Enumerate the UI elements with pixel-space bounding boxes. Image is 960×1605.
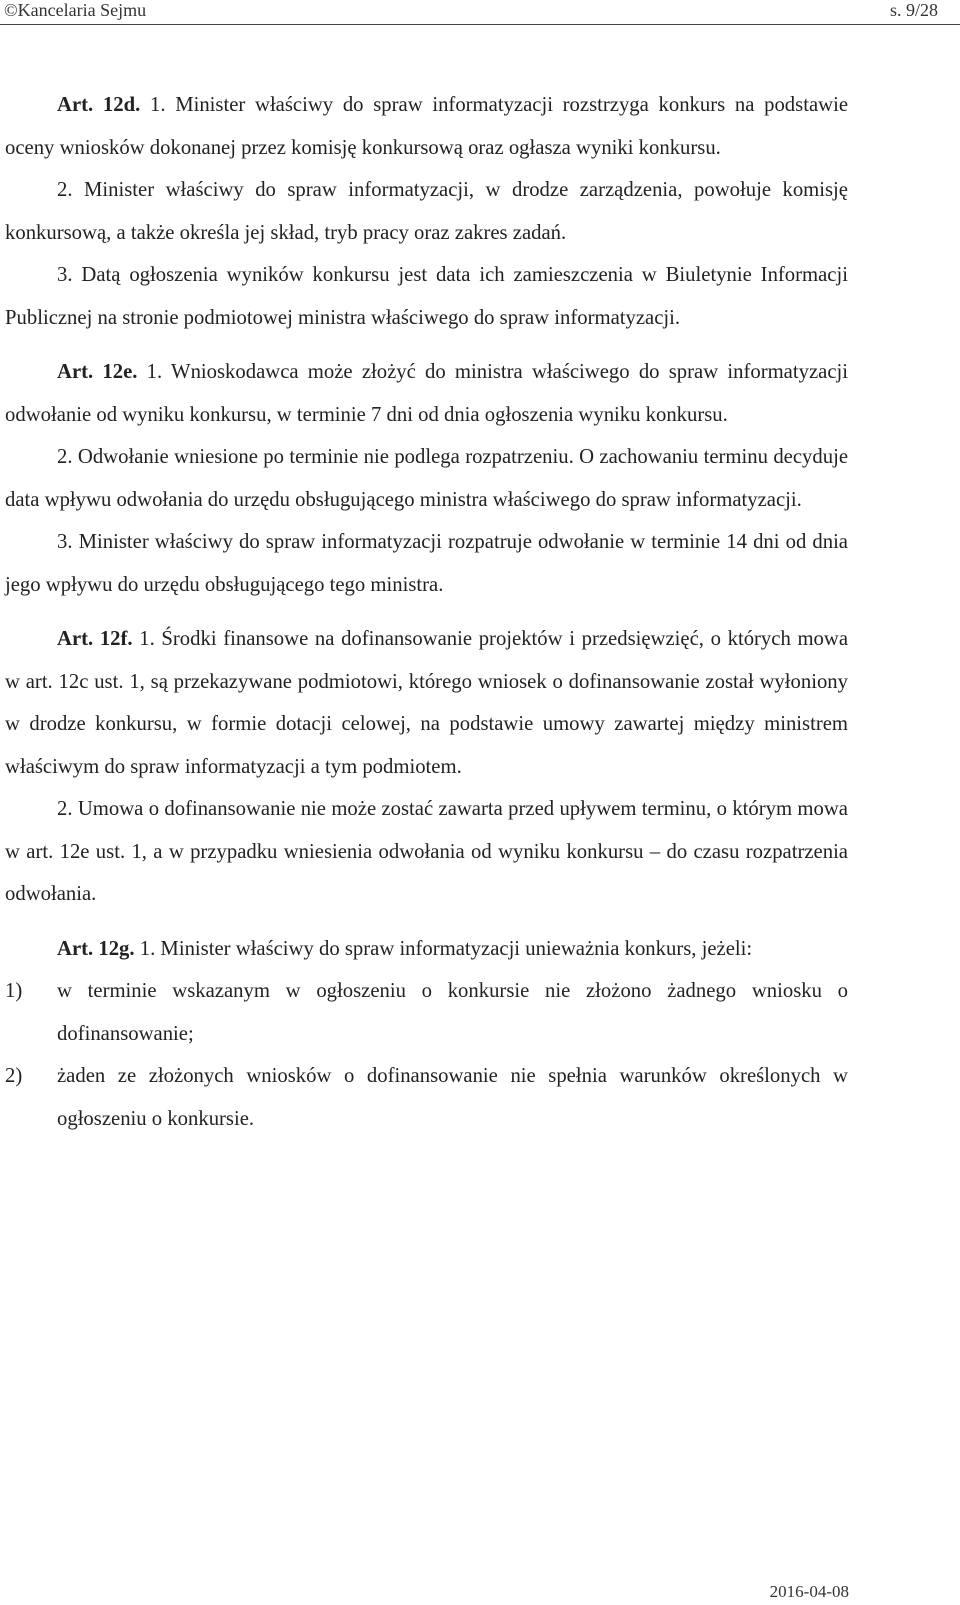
- paragraph-text: 1. Środki finansowe na dofinansowanie projektów i przedsięwzięć, o których mowa w art. 12c ust. 1, są przekazywane podmiotowi, którego wniosek o dofinansowanie został wyłoniony w drodze konkursu, w formie dotacji celowej, na podstawie umowy zawartej między ministrem właściwym do spraw informatyzacji a tym podmiotem.: [5, 628, 848, 778]
- list-item: [5, 970, 848, 1055]
- art-12f-par-2: 2. Umowa o dofinansowanie nie może zostać zawarta przed upływem terminu, o którym mowa w art. 12e ust. 1, a w przypadku wniesienia odwołania od wyniku konkursu – do czasu rozpatrzenia odwołania.: [5, 798, 848, 905]
- article-heading: Art. 12g.: [57, 937, 135, 960]
- art-12d-par-3: 3. Datą ogłoszenia wyników konkursu jest data ich zamieszczenia w Biuletynie Informacji Publicznej na stronie podmiotowej ministra właściwego do spraw informatyzacji.: [5, 264, 848, 329]
- art-12e-par-1: [5, 351, 848, 436]
- list-item-text: w terminie wskazanym w ogłoszeniu o konkursie nie złożono żadnego wniosku o dofinansowanie;: [57, 980, 848, 1045]
- page-header: [0, 0, 960, 25]
- art-12f-par-1: [5, 618, 848, 788]
- art-12e-par-3: 3. Minister właściwy do spraw informatyzacji rozpatruje odwołanie w terminie 14 dni od dnia jego wpływu do urzędu obsługującego tego ministra.: [5, 531, 848, 596]
- header-page-number: s. 9/28: [889, 0, 938, 20]
- document-body: [5, 84, 848, 1140]
- paragraph-text: 1. Minister właściwy do spraw informatyzacji rozstrzyga konkurs na podstawie oceny wniosków dokonanej przez komisję konkursową oraz ogłasza wyniki konkursu.: [5, 94, 848, 159]
- list-item-text: żaden ze złożonych wniosków o dofinansowanie nie spełnia warunków określonych w ogłoszeniu o konkursie.: [57, 1065, 848, 1130]
- footer-date: 2016-04-08: [769, 1582, 849, 1601]
- art-12g-par-1: [5, 928, 848, 971]
- list-item-number: 1): [5, 980, 23, 1002]
- art-12d-par-1: [5, 84, 848, 169]
- list-item-number: 2): [5, 1065, 23, 1087]
- article-heading: Art. 12e.: [57, 361, 138, 383]
- article-heading: Art. 12d.: [57, 94, 141, 116]
- art-12d-par-2: 2. Minister właściwy do spraw informatyzacji, w drodze zarządzenia, powołuje komisję konkursową, a także określa jej skład, tryb pracy oraz zakres zadań.: [5, 179, 848, 244]
- article-heading: Art. 12f.: [57, 628, 133, 650]
- art-12e-par-2: 2. Odwołanie wniesione po terminie nie podlega rozpatrzeniu. O zachowaniu terminu decyduje data wpływu odwołania do urzędu obsługującego ministra właściwego do spraw informatyzacji.: [5, 446, 848, 511]
- paragraph-text: 1. Minister właściwy do spraw informatyzacji unieważnia konkurs, jeżeli:: [134, 937, 753, 960]
- paragraph-text: 1. Wnioskodawca może złożyć do ministra właściwego do spraw informatyzacji odwołanie od wyniku konkursu, w terminie 7 dni od dnia ogłoszenia wyniku konkursu.: [5, 361, 848, 426]
- list-item: [5, 1055, 848, 1140]
- header-publisher: ©Kancelaria Sejmu: [4, 0, 147, 20]
